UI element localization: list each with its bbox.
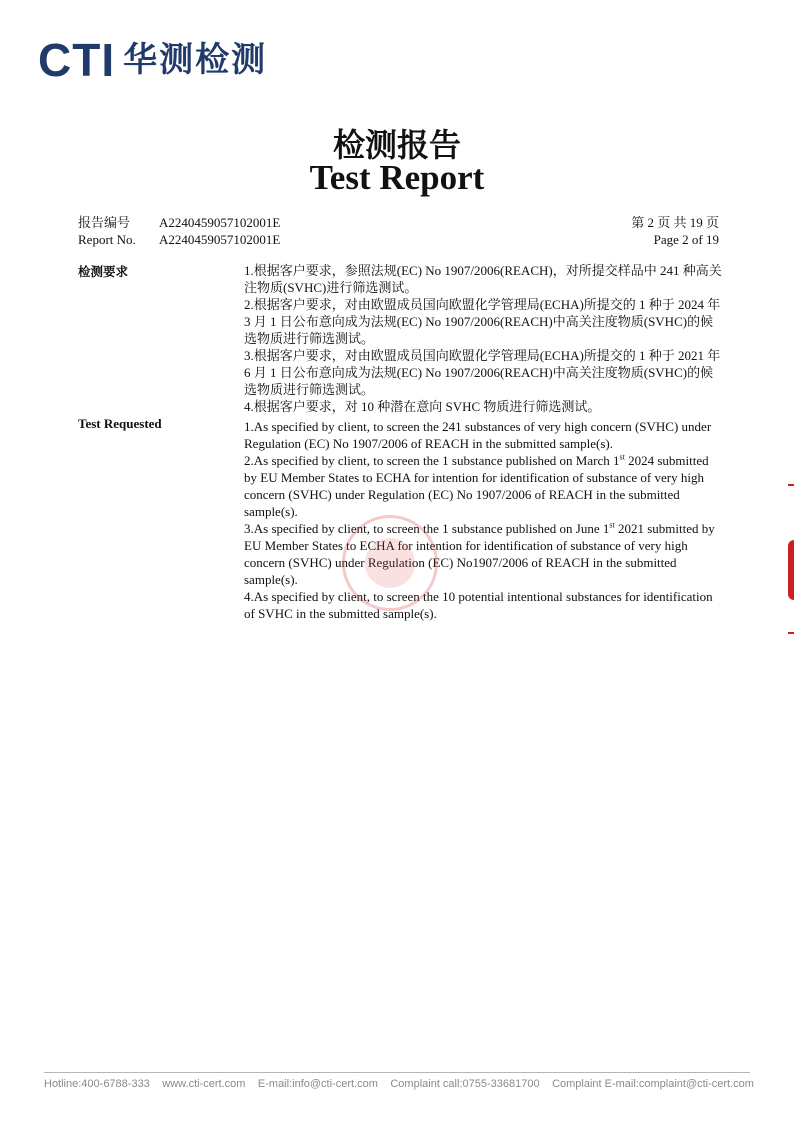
requirement-cn-1: 1.根据客户要求，参照法规(EC) No 1907/2006(REACH)，对所提交样品中 241 种高关注物质(SVHC)进行筛选测试。 (244, 263, 722, 295)
requirement-en-1: 1.As specified by client, to screen the 241 substances of very high concern (SVHC) under Regulation (EC) No 1907/2006 of REACH in the submitted sample(s). (244, 419, 712, 451)
requirement-cn-4: 4.根据客户要求，对 10 种潜在意向 SVHC 物质进行筛选测试。 (244, 399, 601, 414)
requirement-cn-2: 2.根据客户要求，对由欧盟成员国向欧盟化学管理局(ECHA)所提交的 1 种于 2024 年 3 月 1 日公布意向成为法规(EC) No 1907/2006(REACH)中高关注度物质(SVHC)的候选物质进行筛选测试。 (244, 297, 721, 346)
seal-center (365, 538, 415, 588)
requirements-label-en: Test Requested (78, 416, 162, 431)
footer-email: E-mail:info@cti-cert.com (257, 1078, 378, 1090)
ordinal-suffix: st (609, 520, 615, 530)
requirements-en-block (244, 418, 722, 622)
requirement-cn-3: 3.根据客户要求，对由欧盟成员国向欧盟化学管理局(ECHA)所提交的 1 种于 2021 年 6 月 1 日公布意向成为法规(EC) No 1907/2006(REACH)中高关注度物质(SVHC)的候选物质进行筛选测试。 (244, 348, 721, 397)
ordinal-suffix: st (619, 452, 625, 462)
requirement-en-2-part-a: 2.As specified by client, to screen the 1 substance published on March 1 (244, 453, 620, 468)
report-title-cn: 检测报告 (332, 126, 461, 164)
requirements-label-cn: 检测要求 (78, 264, 129, 279)
footer (44, 1078, 754, 1090)
footer-hotline: Hotline:400-6788-333 (44, 1078, 150, 1090)
logo-brand: CTI (38, 34, 116, 86)
edge-seal-mark-bottom (788, 632, 794, 634)
edge-seal-mark-middle (788, 540, 794, 600)
requirement-en-3-part-b: 2021 submitted by EU Member States to ECHA for intention for identification of substance of very high concern (SVHC) under Regulation (EC) No1907/2006 of REACH in the submitted sample(s). (244, 521, 715, 587)
report-number-en: A2240459057102001E (159, 232, 281, 247)
footer-divider (44, 1072, 750, 1073)
requirement-en-3 (244, 520, 722, 588)
footer-website: www.cti-cert.com (162, 1078, 246, 1090)
page-info-en: Page 2 of 19 (653, 232, 719, 247)
requirement-en-4: 4.As specified by client, to screen the 10 potential intentional substances for identification of SVHC in the submitted sample(s). (244, 589, 713, 621)
official-seal-watermark (342, 515, 438, 611)
requirement-en-2 (244, 452, 722, 520)
requirements-cn-block (244, 262, 722, 415)
requirement-en-2-part-b: 2024 submitted by EU Member States to ECHA for intention for identification of substance of very high concern (SVHC) under Regulation (EC) No 1907/2006 of REACH in the submitted sample(s). (244, 453, 709, 519)
cti-logo (38, 30, 267, 90)
footer-complaint-email: Complaint E-mail:complaint@cti-cert.com (552, 1078, 754, 1090)
report-no-label-en: Report No. (78, 232, 136, 247)
logo-name-cn: 华测检测 (123, 40, 268, 80)
report-title-en: Test Report (309, 158, 485, 197)
edge-seal-mark-top (788, 484, 794, 486)
footer-complaint-call: Complaint call:0755-33681700 (390, 1078, 540, 1090)
page-info-cn: 第 2 页 共 19 页 (631, 215, 719, 230)
requirement-en-3-part-a: 3.As specified by client, to screen the 1 substance published on June 1 (244, 521, 610, 536)
report-number-cn: A2240459057102001E (159, 215, 281, 230)
report-no-label-cn: 报告编号 (78, 215, 131, 230)
